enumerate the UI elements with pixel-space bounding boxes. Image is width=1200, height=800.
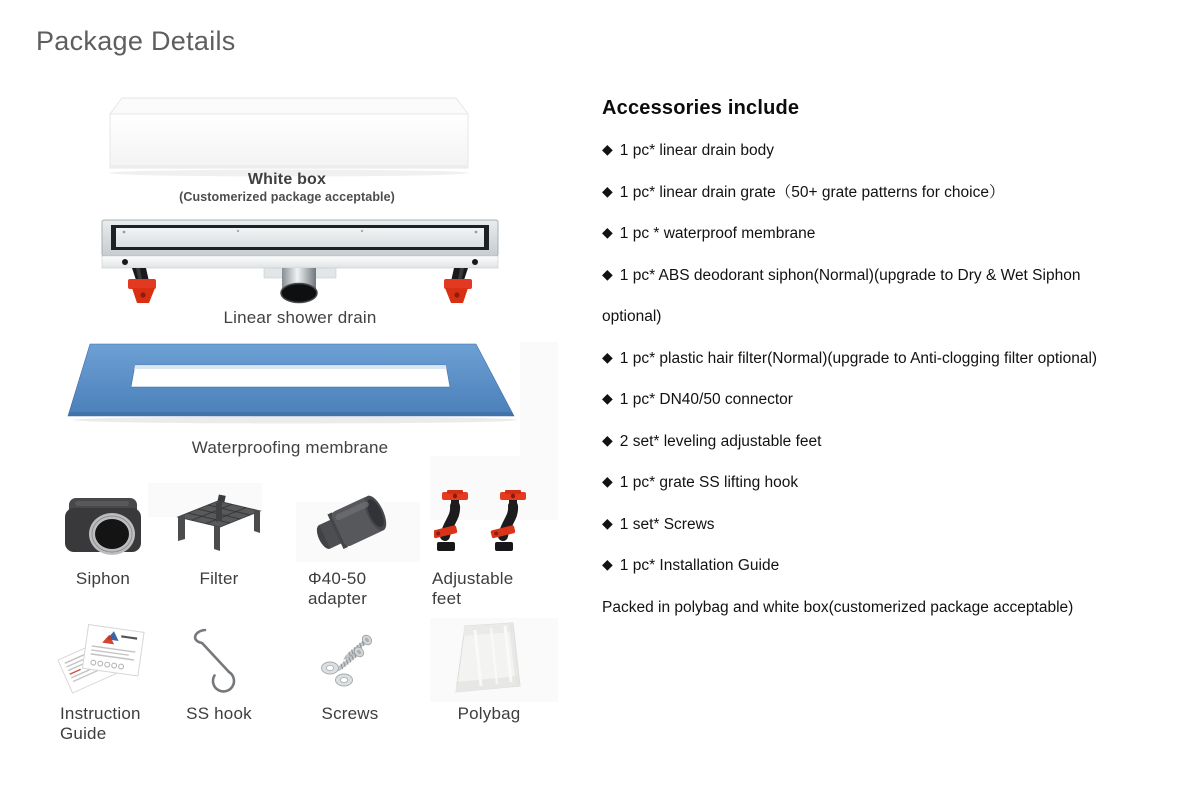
- diamond-bullet-icon: ◆: [602, 348, 613, 365]
- diamond-bullet-icon: ◆: [602, 514, 613, 531]
- tile-label: SS hook: [186, 704, 252, 723]
- accessory-item-text: 1 set* Screws: [619, 515, 715, 533]
- accessories-panel: [602, 97, 1104, 628]
- accessory-item: [602, 421, 1104, 463]
- adjustable-feet-image: [418, 483, 560, 567]
- accessory-item-text: 2 set* leveling adjustable feet: [619, 432, 822, 450]
- tile-label: Screws: [321, 704, 379, 723]
- diamond-bullet-icon: ◆: [602, 265, 613, 282]
- accessory-item-text: 1 pc* linear drain grate（50+ grate patterns for choice）: [619, 183, 1005, 201]
- diamond-bullet-icon: ◆: [602, 182, 613, 199]
- tile-label: Polybag: [457, 704, 521, 723]
- screws-image: [282, 618, 418, 702]
- accessory-item: [602, 338, 1104, 380]
- tile-label: Φ40-50 adapter: [308, 569, 368, 609]
- photo-background: [520, 342, 558, 462]
- accessory-item: [602, 379, 1104, 421]
- tile-siphon: [50, 483, 156, 618]
- waterproofing-membrane-caption: Waterproofing membrane: [191, 438, 389, 457]
- tile-adjustable-feet: [418, 483, 560, 618]
- tile-label: Filter: [199, 569, 239, 588]
- tile-ss-hook: [156, 618, 282, 753]
- accessories-footer: Packed in polybag and white box(customerized package acceptable): [602, 598, 1074, 616]
- diamond-bullet-icon: ◆: [602, 473, 613, 489]
- adapter-image: [282, 483, 418, 567]
- accessory-item: [602, 504, 1104, 546]
- tile-polybag: [418, 618, 560, 753]
- ss-hook-image: [156, 618, 282, 702]
- accessory-item-text: 1 pc* grate SS lifting hook: [619, 474, 799, 491]
- accessories-heading: Accessories include: [602, 97, 800, 119]
- diamond-bullet-icon: ◆: [602, 556, 613, 572]
- diamond-bullet-icon: ◆: [602, 390, 613, 406]
- accessory-item-text: 1 pc* linear drain body: [619, 142, 775, 159]
- diamond-bullet-icon: ◆: [602, 224, 613, 240]
- tile-adapter: [282, 483, 418, 618]
- diamond-bullet-icon: ◆: [602, 431, 613, 448]
- waterproofing-membrane-image: [63, 340, 521, 431]
- tile-label: Instruction Guide: [60, 704, 141, 744]
- white-box-subcaption: (Customerized package acceptable): [179, 190, 395, 204]
- accessory-item: [602, 130, 1104, 172]
- instruction-guide-image: [50, 618, 156, 702]
- tile-label: Siphon: [75, 569, 131, 588]
- siphon-image: [50, 483, 156, 567]
- white-box-caption: White box: [247, 171, 327, 188]
- polybag-image: [418, 618, 560, 702]
- linear-shower-drain-image: [98, 216, 502, 313]
- accessory-item-text: 1 pc * waterproof membrane: [619, 225, 816, 242]
- linear-shower-drain-caption: Linear shower drain: [223, 308, 377, 327]
- accessory-item: [602, 545, 1104, 587]
- diamond-bullet-icon: ◆: [602, 141, 613, 157]
- tile-filter: [156, 483, 282, 618]
- filter-image: [156, 483, 282, 567]
- tile-screws: [282, 618, 418, 753]
- accessory-item-text: 1 pc* Installation Guide: [619, 557, 780, 574]
- accessory-item: [602, 255, 1104, 338]
- tile-label: Adjustable feet: [432, 569, 514, 609]
- accessory-tiles: [50, 483, 562, 753]
- tile-instruction-guide: [50, 618, 156, 753]
- accessory-item: [602, 462, 1104, 504]
- accessory-item: [602, 213, 1104, 255]
- accessory-item-text: 1 pc* plastic hair filter(Normal)(upgrade to Anti-clogging filter optional): [619, 349, 1098, 367]
- accessory-item-text: 1 pc* DN40/50 connector: [619, 391, 793, 408]
- accessory-item: [602, 172, 1104, 214]
- page-title: Package Details: [36, 26, 236, 56]
- accessory-item-text: 1 pc* ABS deodorant siphon(Normal)(upgrade to Dry & Wet Siphon optional): [602, 266, 1081, 325]
